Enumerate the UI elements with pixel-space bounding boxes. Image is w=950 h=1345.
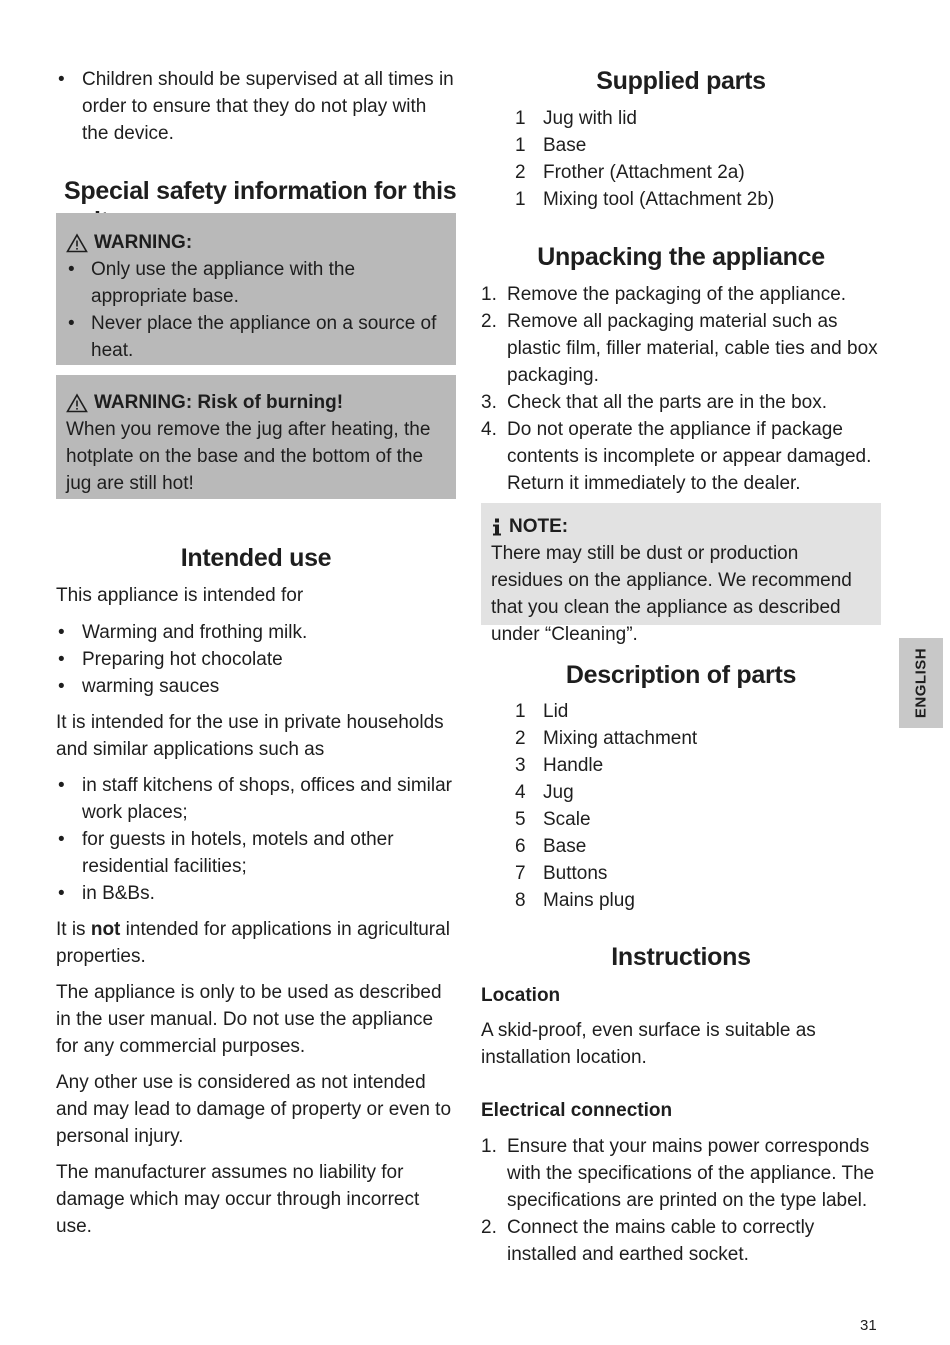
private-item: • in staff kitchens of shops, offices and similar work places;: [56, 772, 456, 826]
private-use-text: It is intended for the use in private households and similar applications such as: [56, 712, 444, 760]
intended-item: • Preparing hot chocolate: [56, 646, 456, 673]
step-text: Remove the packaging of the appliance.: [507, 284, 847, 305]
step-text: Connect the mains cable to correctly installed and earthed socket.: [507, 1217, 815, 1265]
intended-item: • warming sauces: [56, 673, 456, 700]
part-number: 6: [515, 836, 526, 857]
part-label: Buttons: [543, 863, 608, 884]
step-text: Check that all the parts are in the box.: [507, 392, 828, 413]
warning-item: • Never place the appliance on a source of heat.: [66, 310, 446, 364]
not-intended-pre: It is: [56, 919, 91, 940]
intended-intro: This appliance is intended for: [56, 585, 304, 606]
step-number: 1.: [481, 284, 497, 305]
intended-use-heading: Intended use: [180, 544, 332, 572]
part-label: Jug: [543, 782, 574, 803]
warning-box-burning: [56, 375, 456, 499]
liability-paragraph: The manufacturer assumes no liability for damage which may occur through incorrect use.: [56, 1162, 420, 1237]
part-number: 7: [515, 863, 526, 884]
electrical-step: [481, 1133, 881, 1214]
not-intended-bold: not: [90, 919, 121, 940]
unpacking-step: [481, 389, 881, 416]
warning-heading: [66, 229, 446, 256]
language-tab: [899, 638, 943, 728]
part-number: 3: [515, 755, 526, 776]
step-number: 2.: [481, 1217, 497, 1238]
supplied-qty: 1: [515, 135, 526, 156]
supplied-qty: 1: [515, 189, 526, 210]
part-label: Mixing attachment: [543, 728, 698, 749]
warning-item: • Only use the appliance with the appropriate base.: [66, 256, 446, 310]
supplied-label: Mixing tool (Attachment 2b): [543, 189, 775, 210]
supplied-label: Frother (Attachment 2a): [543, 162, 745, 183]
part-label: Scale: [543, 809, 591, 830]
supplied-qty: 1: [515, 108, 526, 129]
unpacking-step: [481, 308, 881, 389]
part-number: 4: [515, 782, 526, 803]
private-item: • for guests in hotels, motels and other residential facilities;: [56, 826, 456, 880]
misuse-paragraph: Any other use is considered as not intended and may lead to damage of property or even to personal injury.: [56, 1072, 452, 1147]
step-number: 4.: [481, 419, 497, 440]
location-text: A skid-proof, even surface is suitable as installation location.: [481, 1020, 816, 1068]
warning-box-base: [56, 213, 456, 365]
part-label: Mains plug: [543, 890, 635, 911]
supervision-bullet: • Children should be supervised at all times in order to ensure that they do not play with the device.: [56, 66, 456, 147]
electrical-heading: Electrical connection: [481, 1100, 673, 1121]
part-label: Base: [543, 836, 587, 857]
step-text: Ensure that your mains power corresponds with the specifications of the appliance. The specifications are printed on the type label.: [507, 1136, 875, 1211]
unpacking-step: [481, 281, 881, 308]
not-intended-text: [56, 916, 456, 970]
step-text: Do not operate the appliance if package contents is incomplete or appear damaged. Return it immediately to the dealer.: [507, 419, 872, 494]
step-text: Remove all packaging material such as plastic film, filler material, cable ties and box packaging.: [507, 311, 878, 386]
part-label: Handle: [543, 755, 604, 776]
safety-heading: Special safety information for this: [64, 177, 457, 205]
note-text: There may still be dust or production residues on the appliance. We recommend that you clean the appliance as described under “Cleaning”.: [491, 543, 852, 645]
page-number: 31: [860, 1317, 877, 1334]
warning-triangle-icon: [66, 233, 88, 253]
warning-label: WARNING:: [94, 232, 193, 253]
part-number: 8: [515, 890, 526, 911]
step-number: 2.: [481, 311, 497, 332]
step-number: 3.: [481, 392, 497, 413]
usage-paragraph: The appliance is only to be used as described in the user manual. Do not use the appliance for any commercial purposes.: [56, 982, 442, 1057]
supplied-parts-heading: Supplied parts: [596, 67, 766, 95]
warning-triangle-icon: [66, 393, 88, 413]
unpacking-heading: Unpacking the appliance: [537, 243, 825, 271]
electrical-step: [481, 1214, 881, 1268]
part-number: 2: [515, 728, 526, 749]
language-label: ENGLISH: [912, 647, 930, 719]
supplied-label: Jug with lid: [543, 108, 637, 129]
not-intended-post: intended for applications in agricultural properties.: [56, 919, 450, 967]
intended-item: • Warming and frothing milk.: [56, 619, 456, 646]
instructions-heading: Instructions: [611, 943, 751, 971]
note-box: [481, 503, 881, 645]
part-number: 5: [515, 809, 526, 830]
part-label: Lid: [543, 701, 569, 722]
unpacking-step: [481, 416, 881, 497]
part-number: 1: [515, 701, 526, 722]
description-heading: Description of parts: [565, 661, 797, 689]
warning-burning-label: WARNING: Risk of burning!: [94, 392, 344, 413]
info-icon: [491, 518, 503, 536]
supplied-label: Base: [543, 135, 587, 156]
step-number: 1.: [481, 1136, 497, 1157]
private-item: • in B&Bs.: [56, 880, 456, 907]
note-label: NOTE:: [509, 516, 569, 537]
location-heading: Location: [481, 985, 561, 1006]
supplied-qty: 2: [515, 162, 526, 183]
warning-burning-heading: [66, 389, 446, 416]
note-heading: [491, 513, 871, 540]
warning-burning-text: When you remove the jug after heating, the hotplate on the base and the bottom of the jug are still hot!: [66, 419, 431, 494]
